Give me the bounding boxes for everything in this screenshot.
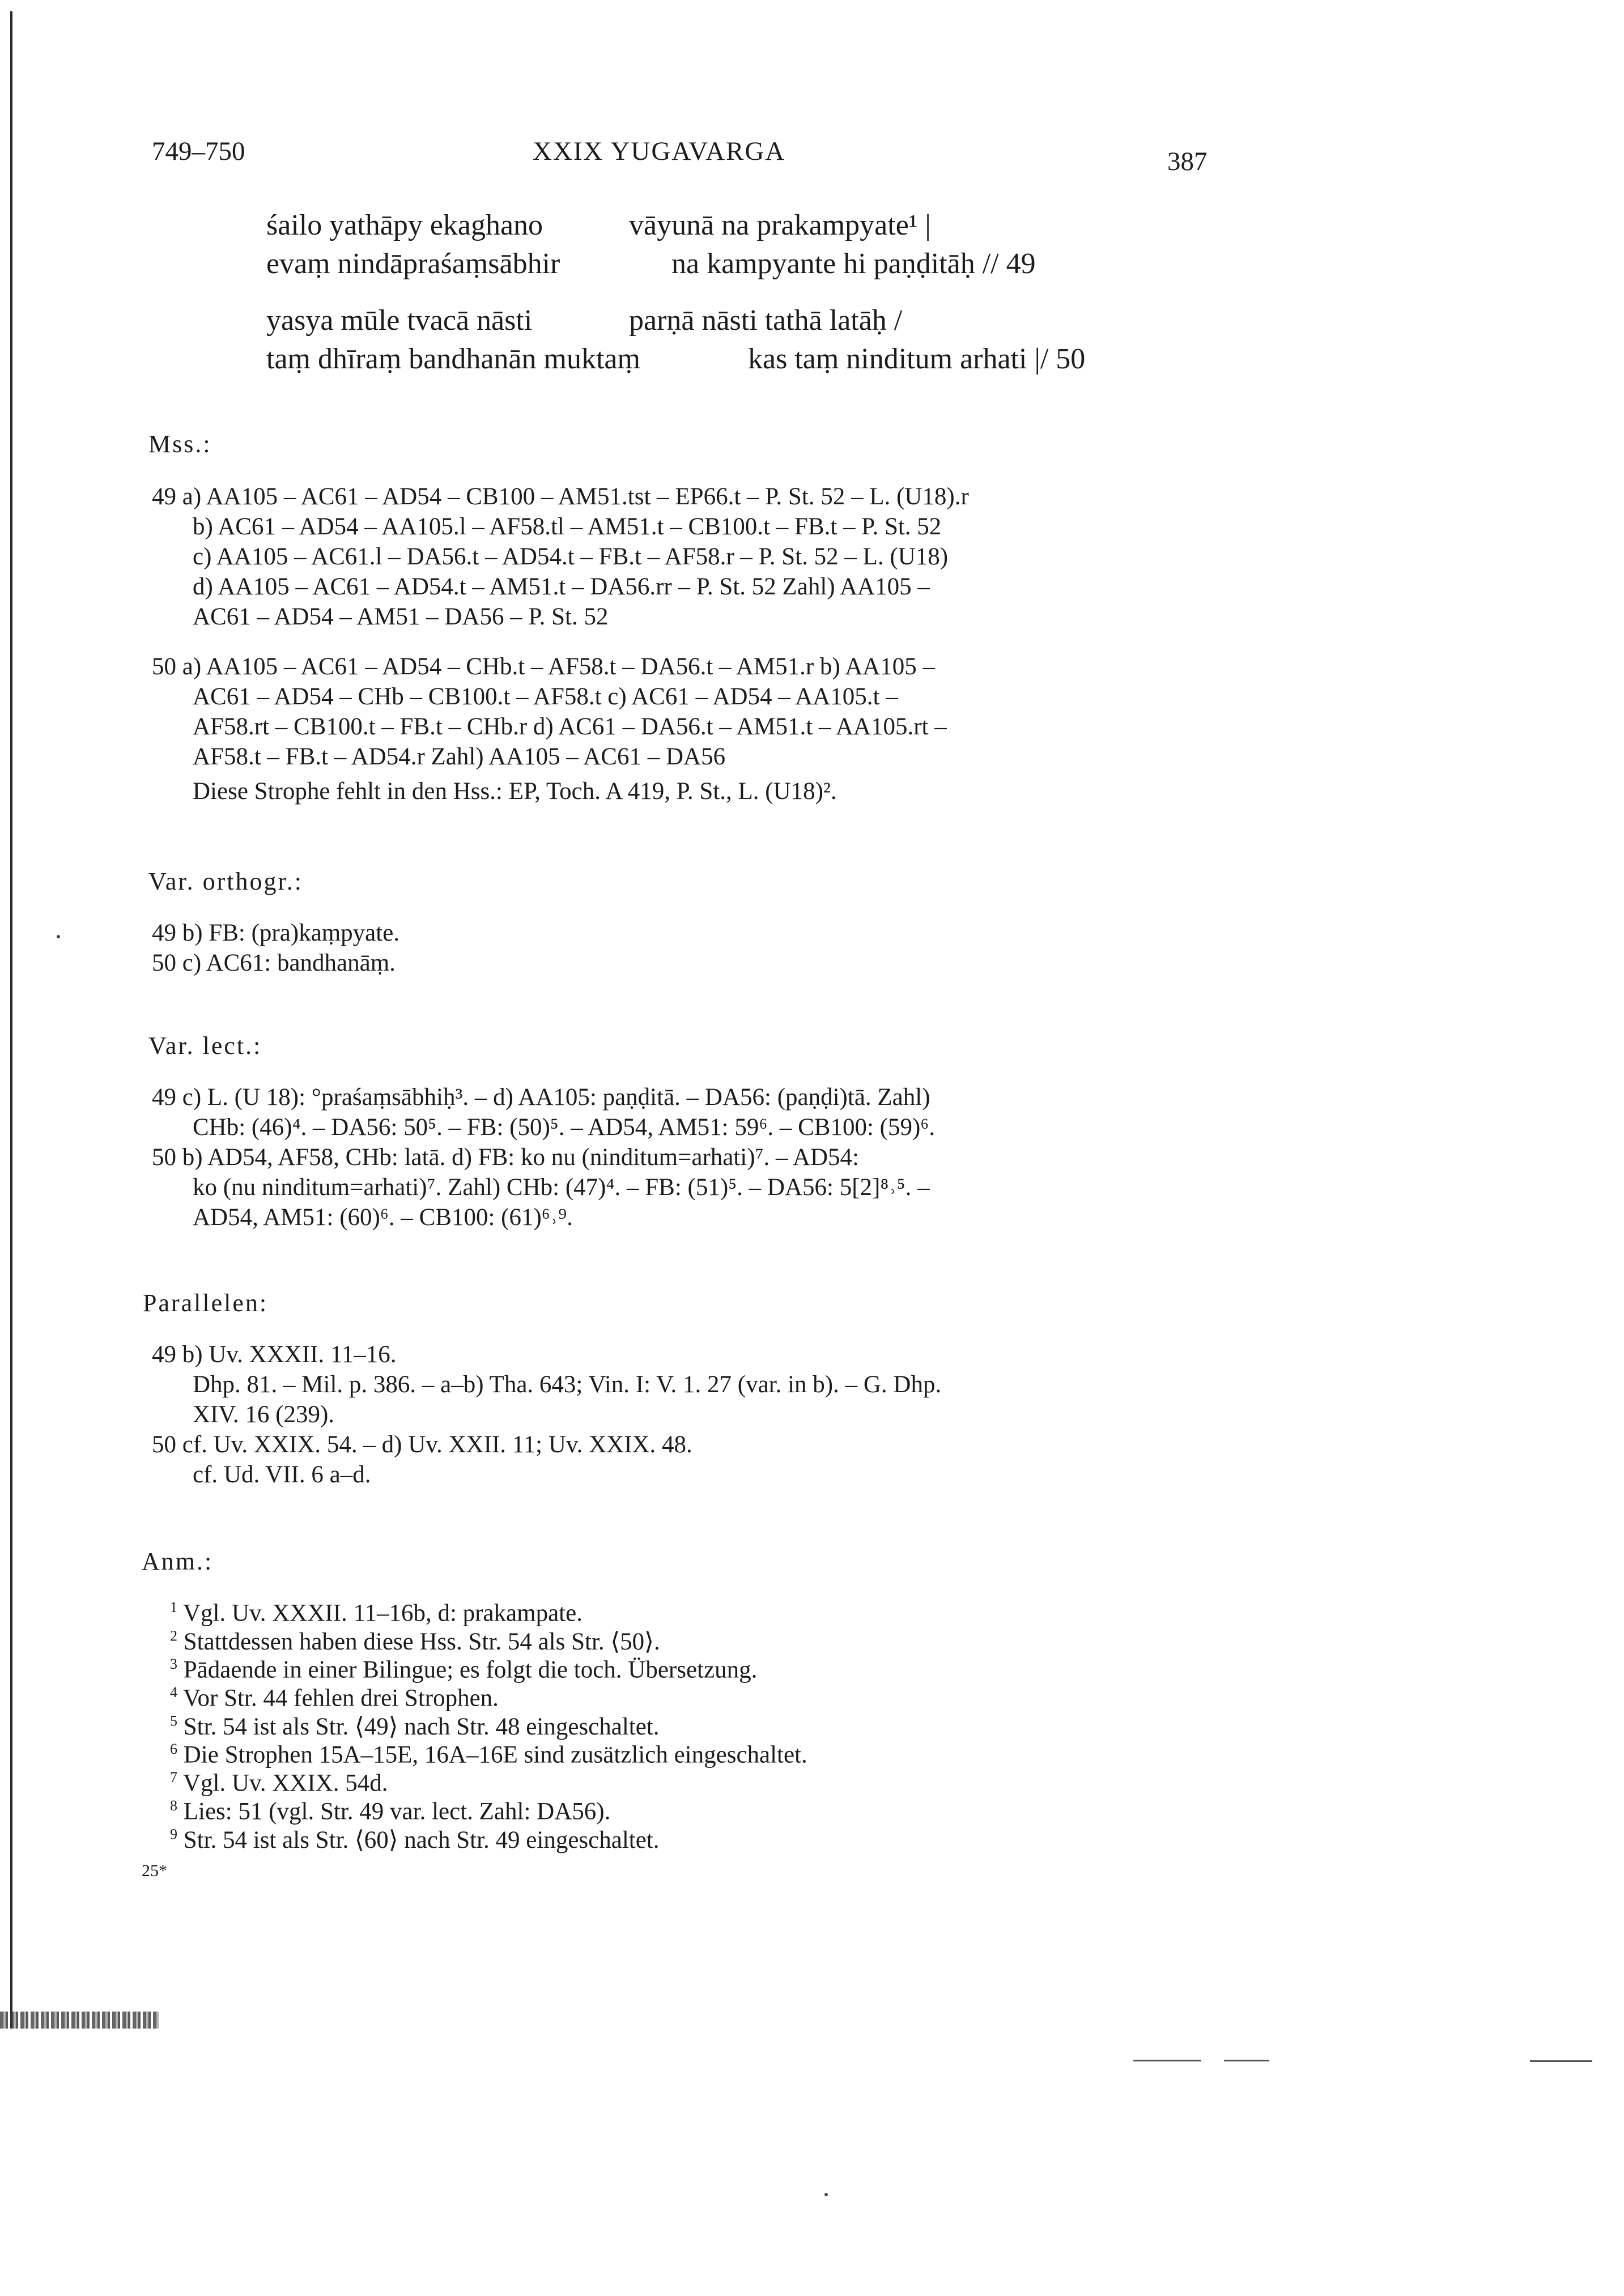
verse-line-3b: parṇā nāsti tathā latāḥ / [629, 304, 903, 337]
scan-dot [824, 2193, 828, 2196]
chapter-title: XXIX YUGAVARGA [533, 137, 786, 166]
mss-line: d) AA105 – AC61 – AD54.t – AM51.t – DA56.rr – P. St. 52 Zahl) AA105 – [193, 573, 930, 600]
verse-line-4b: kas taṃ ninditum arhati |/ 50 [748, 343, 1086, 375]
footnote-text: Vgl. Uv. XXXII. 11–16b, d: prakampate. [182, 1600, 583, 1627]
footnote [170, 1797, 610, 1825]
signature-mark: 25* [142, 1861, 167, 1880]
verse-line-1a: śailo yathāpy ekaghano [266, 209, 543, 241]
footnote-number: 1 [170, 1599, 177, 1615]
parallelen-line: Dhp. 81. – Mil. p. 386. – a–b) Tha. 643; Vin. I: V. 1. 27 (var. in b). – G. Dhp. [193, 1371, 942, 1398]
footnote-number: 9 [170, 1826, 177, 1843]
parallelen-line: 50 cf. Uv. XXIX. 54. – d) Uv. XXII. 11; Uv. XXIX. 48. [152, 1431, 692, 1458]
footnote [170, 1712, 660, 1741]
footnote [170, 1741, 807, 1768]
parallelen-heading: Parallelen: [143, 1289, 269, 1317]
parallelen-line: 49 b) Uv. XXXII. 11–16. [152, 1341, 397, 1368]
footnote-number: 2 [170, 1627, 177, 1644]
verse-line-2a: evaṃ nindāpraśaṃsābhir [266, 248, 560, 280]
mss-line: AC61 – AD54 – CHb – CB100.t – AF58.t c) AC61 – AD54 – AA105.t – [193, 683, 898, 710]
verse-line-1b: vāyunā na prakampyate¹ | [629, 209, 931, 241]
footnote-number: 6 [170, 1741, 177, 1757]
scan-smudge [0, 2012, 159, 2029]
mss-line: 49 a) AA105 – AC61 – AD54 – CB100 – AM51.tst – EP66.t – P. St. 52 – L. (U18).r [152, 483, 969, 510]
page-number: 387 [1167, 147, 1208, 176]
mss-line: b) AC61 – AD54 – AA105.l – AF58.tl – AM51.t – CB100.t – FB.t – P. St. 52 [193, 513, 942, 540]
mss-line: AC61 – AD54 – AM51 – DA56 – P. St. 52 [193, 603, 609, 630]
mss-heading: Mss.: [148, 430, 212, 458]
footnote-number: 5 [170, 1712, 177, 1729]
binding-edge-line [10, 11, 12, 2029]
footnote-text: Vor Str. 44 fehlen drei Strophen. [182, 1685, 499, 1712]
verse-line-4a: taṃ dhīraṃ bandhanān muktaṃ [266, 343, 640, 375]
page-range: 749–750 [152, 137, 245, 166]
var-lect-line: CHb: (46)⁴. – DA56: 50⁵. – FB: (50)⁵. – AD54, AM51: 59⁶. – CB100: (59)⁶. [193, 1114, 936, 1141]
footnote [170, 1627, 660, 1656]
mss-line: 50 a) AA105 – AC61 – AD54 – CHb.t – AF58.t – DA56.t – AM51.r b) AA105 – [152, 653, 936, 680]
footnote-text: Stattdessen haben diese Hss. Str. 54 als Str. ⟨50⟩. [183, 1629, 660, 1655]
mss-line: AF58.rt – CB100.t – FB.t – CHb.r d) AC61 – DA56.t – AM51.t – AA105.rt – [193, 713, 947, 740]
var-orthogr-line: 49 b) FB: (pra)kaṃpyate. [152, 920, 400, 946]
scan-artifact-line [1133, 2060, 1201, 2061]
scan-artifact-line [1530, 2060, 1592, 2062]
footnote [170, 1826, 660, 1854]
footnote [170, 1769, 388, 1797]
var-orthogr-line: 50 c) AC61: bandhanāṃ. [152, 950, 396, 976]
anm-heading: Anm.: [142, 1547, 214, 1575]
parallelen-line: cf. Ud. VII. 6 a–d. [193, 1461, 371, 1488]
footnote-number: 4 [170, 1684, 177, 1700]
var-lect-line: AD54, AM51: (60)⁶. – CB100: (61)⁶˒⁹. [193, 1204, 573, 1231]
parallelen-line: XIV. 16 (239). [193, 1401, 335, 1428]
scan-dot [57, 935, 60, 938]
mss-line: AF58.t – FB.t – AD54.r Zahl) AA105 – AC61 – DA56 [193, 743, 726, 770]
var-lect-line: ko (nu ninditum=arhati)⁷. Zahl) CHb: (47)⁴. – FB: (51)⁵. – DA56: 5[2]⁸˒⁵. – [193, 1174, 930, 1201]
footnote-text: Pādaende in einer Bilingue; es folgt die toch. Übersetzung. [183, 1656, 758, 1683]
var-lect-line: 50 b) AD54, AF58, CHb: latā. d) FB: ko nu (ninditum=arhati)⁷. – AD54: [152, 1144, 859, 1171]
footnote [170, 1656, 757, 1683]
footnote-text: Str. 54 ist als Str. ⟨49⟩ nach Str. 48 eingeschaltet. [183, 1714, 660, 1740]
footnote-text: Lies: 51 (vgl. Str. 49 var. lect. Zahl: DA56). [183, 1798, 611, 1825]
scan-artifact-line [1224, 2060, 1269, 2061]
footnote [170, 1599, 583, 1627]
verse-line-2b: na kampyante hi paṇḍitāḥ // 49 [671, 248, 1036, 280]
footnote-number: 3 [170, 1656, 177, 1672]
var-lect-heading: Var. lect.: [148, 1032, 262, 1060]
footnote-text: Die Strophen 15A–15E, 16A–16E sind zusätzlich eingeschaltet. [183, 1741, 807, 1768]
var-lect-line: 49 c) L. (U 18): °praśaṃsābhiḥ³. – d) AA105: paṇḍitā. – DA56: (paṇḍi)tā. Zahl) [152, 1084, 930, 1111]
mss-line: Diese Strophe fehlt in den Hss.: EP, Toch. A 419, P. St., L. (U18)². [193, 778, 837, 805]
footnote [170, 1684, 499, 1712]
footnote-number: 7 [170, 1769, 177, 1785]
footnote-number: 8 [170, 1797, 177, 1814]
footnote-text: Vgl. Uv. XXIX. 54d. [182, 1770, 388, 1797]
footnote-text: Str. 54 ist als Str. ⟨60⟩ nach Str. 49 eingeschaltet. [183, 1827, 660, 1853]
verse-line-3a: yasya mūle tvacā nāsti [266, 304, 533, 337]
mss-line: c) AA105 – AC61.l – DA56.t – AD54.t – FB.t – AF58.r – P. St. 52 – L. (U18) [193, 543, 949, 570]
var-orthogr-heading: Var. orthogr.: [148, 868, 303, 895]
